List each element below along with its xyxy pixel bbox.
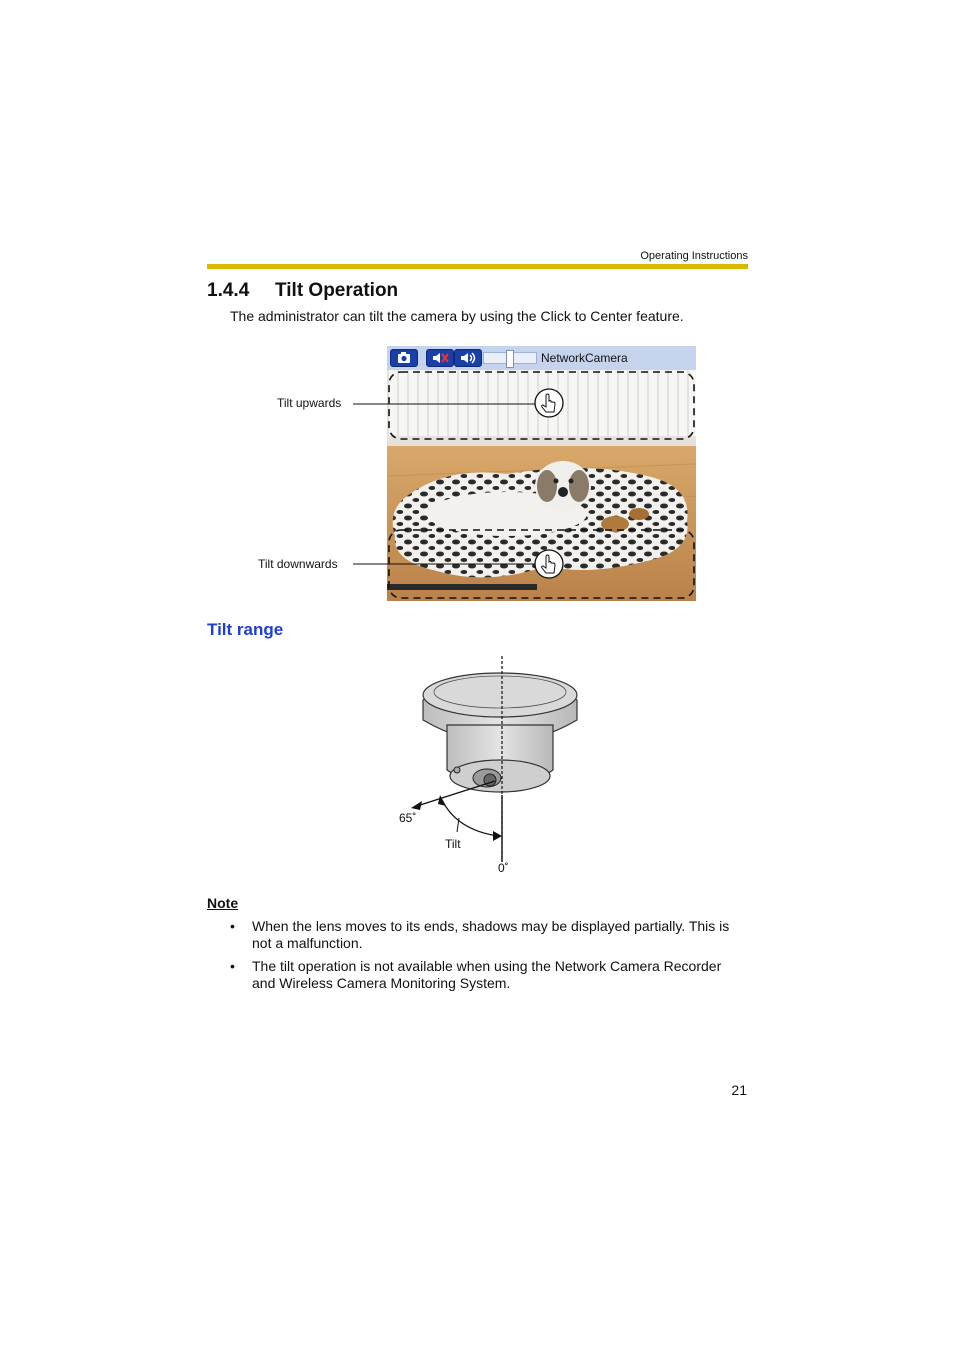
page-number: 21	[731, 1082, 747, 1098]
section-number: 1.4.4	[207, 280, 250, 301]
note-item: When the lens moves to its ends, shadows may be displayed partially. This is not a malfunction.	[252, 918, 730, 951]
tilt-range-diagram	[395, 650, 595, 880]
intro-paragraph: The administrator can tilt the camera by using the Click to Center feature.	[230, 308, 684, 324]
running-header: Operating Instructions	[640, 250, 748, 262]
section-heading	[207, 280, 398, 302]
bullet-marker: •	[230, 918, 235, 934]
brand-label: NetworkCamera	[541, 351, 628, 365]
tilt-upwards-label: Tilt upwards	[277, 396, 342, 410]
tilt-range-heading: Tilt range	[207, 620, 284, 639]
tilt-downwards-label: Tilt downwards	[258, 557, 338, 571]
angle-0-label: 0˚	[498, 861, 509, 875]
note-heading: Note	[207, 895, 239, 911]
angle-65-label: 65˚	[399, 811, 417, 825]
callout-lines	[340, 395, 540, 575]
tilt-label: Tilt	[445, 837, 461, 851]
header-rule	[207, 264, 748, 269]
section-title: Tilt Operation	[275, 280, 399, 301]
bullet-marker: •	[230, 958, 235, 974]
note-item: The tilt operation is not available when using the Network Camera Recorder and Wireless Camera Monitoring System.	[252, 958, 722, 991]
